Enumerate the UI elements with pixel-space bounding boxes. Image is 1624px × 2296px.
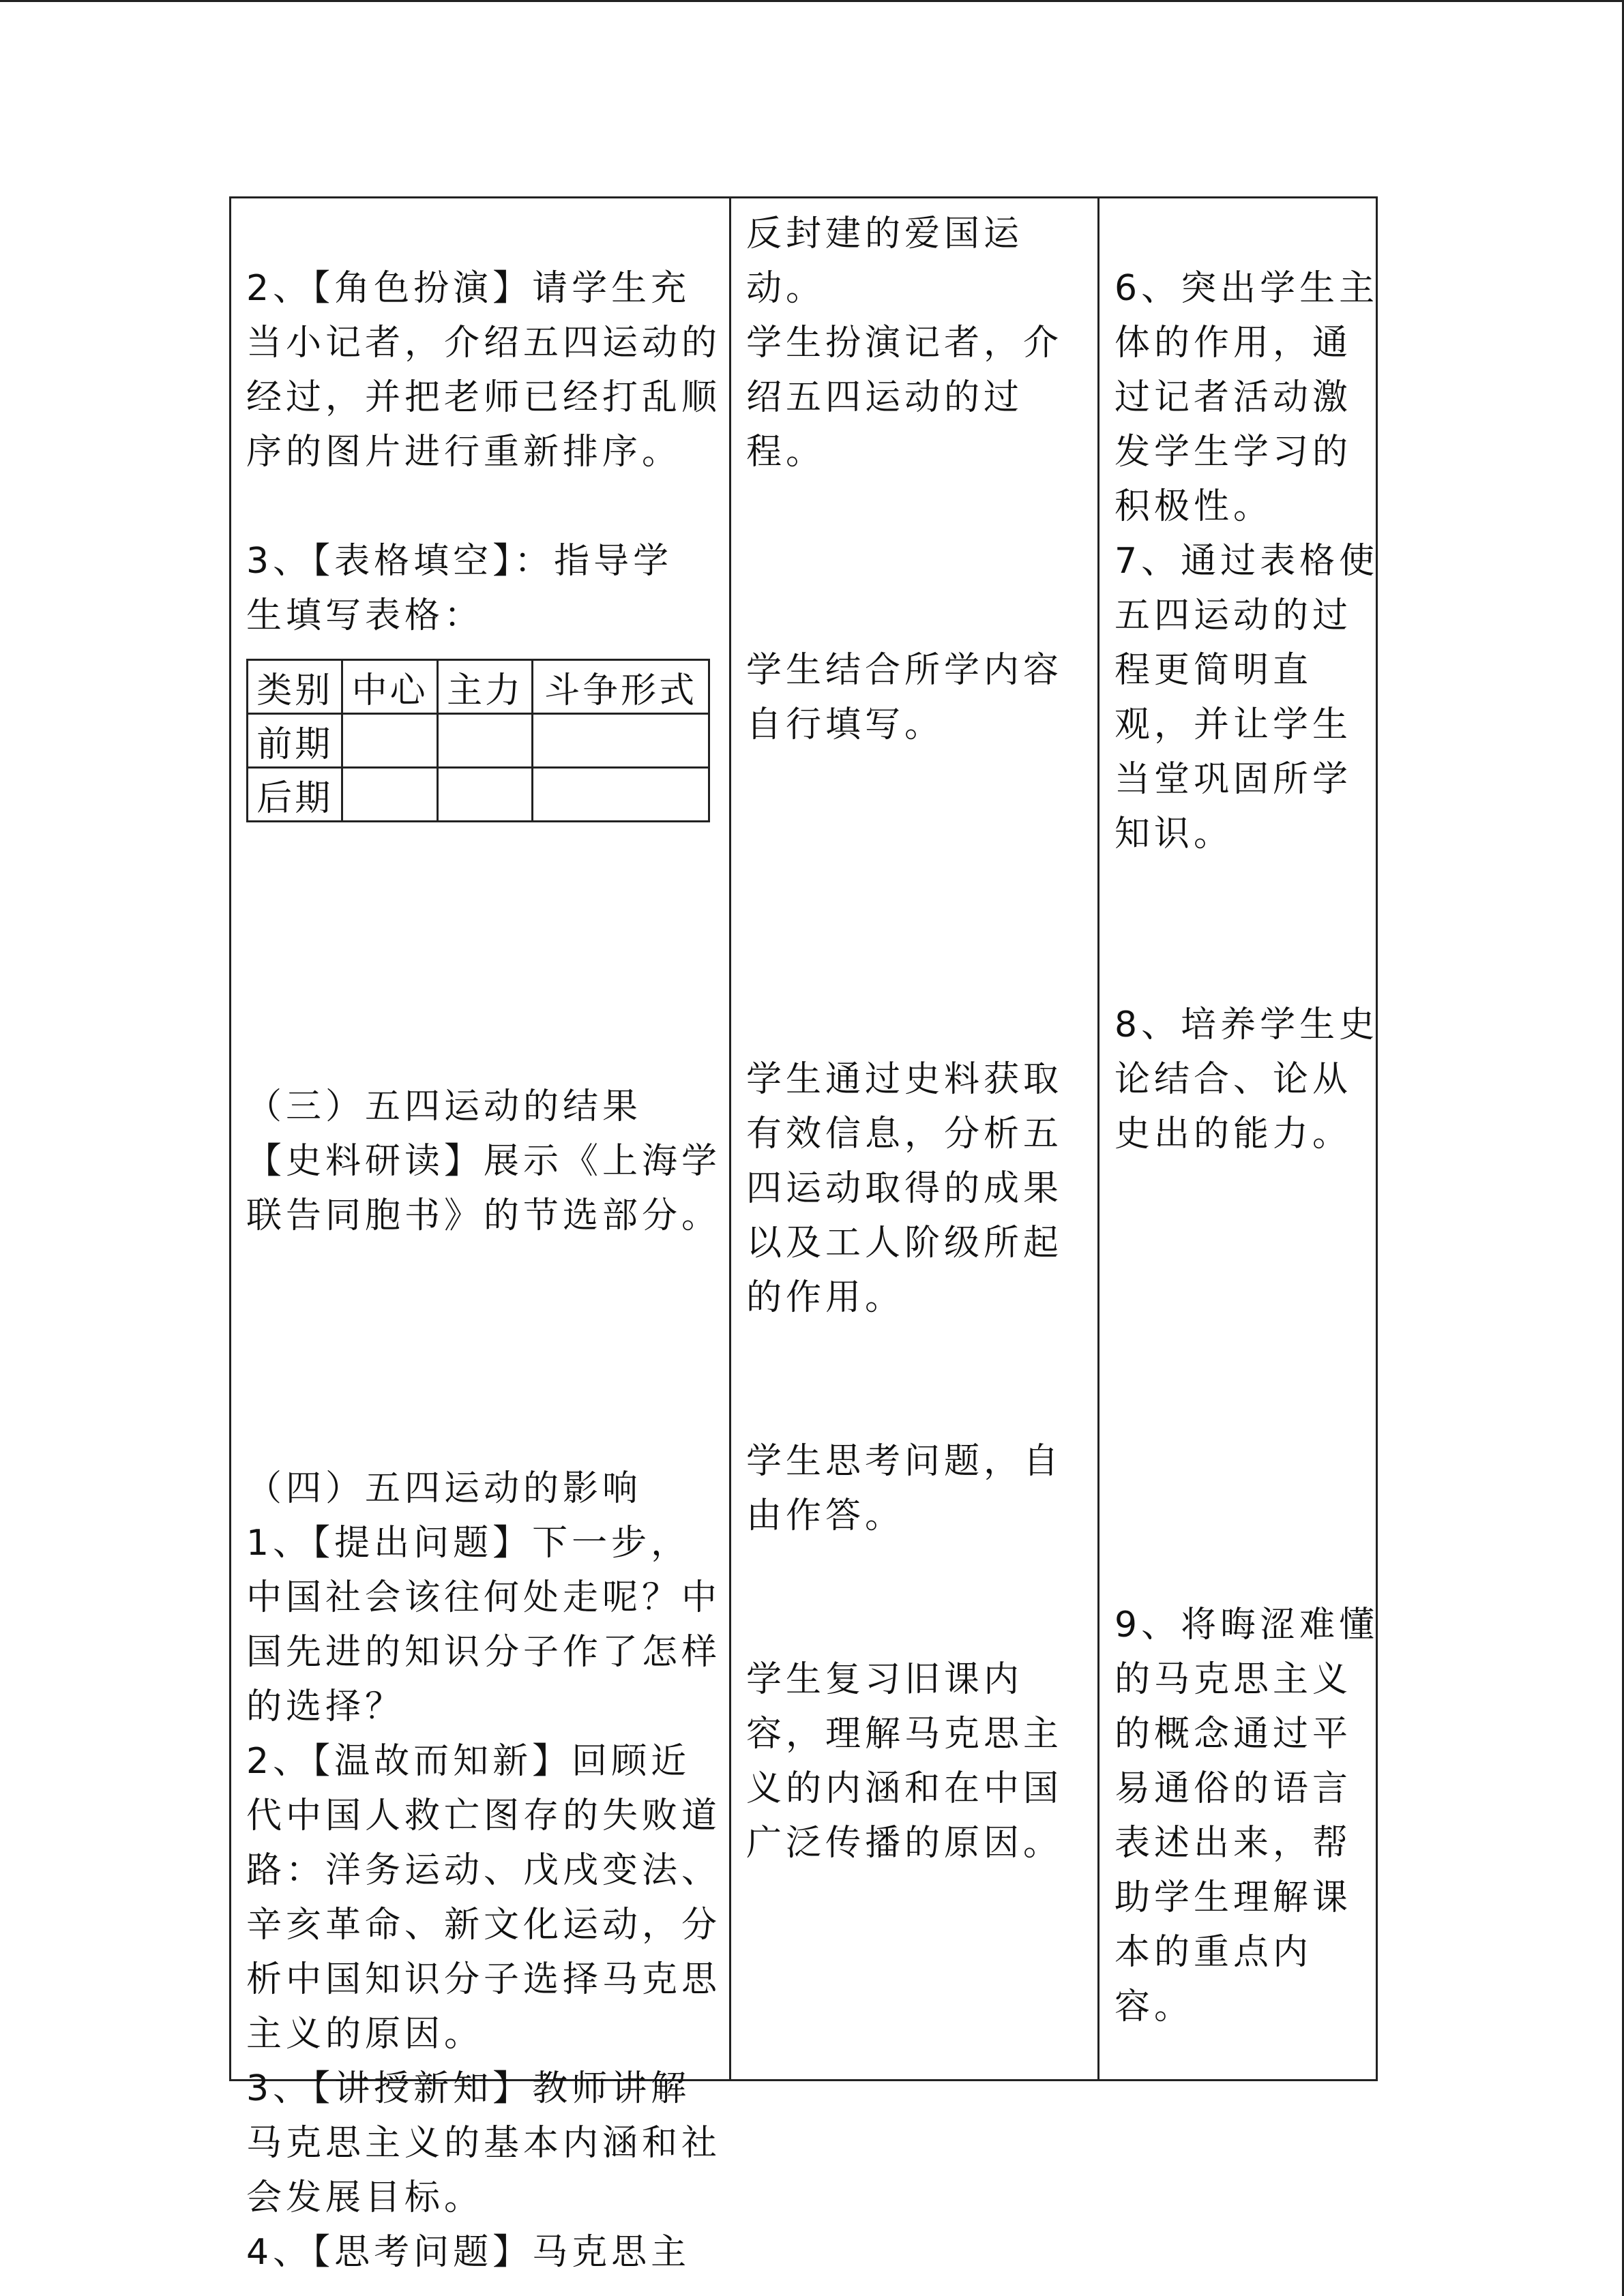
text-line: 容。: [1114, 1986, 1194, 2027]
text-line: 序的图片进行重新排序。: [246, 432, 682, 473]
text-line: 学生结合所学内容: [746, 650, 1063, 691]
teacher-activity-column: [231, 198, 729, 2273]
text-line: 史出的能力。: [1114, 1114, 1353, 1154]
text-line: 有效信息，分析五: [746, 1114, 1063, 1154]
text-line: 以及工人阶级所起: [746, 1223, 1063, 1264]
text-line: 本的重点内: [1114, 1932, 1313, 1973]
text-line: 的选择？: [246, 1686, 405, 1727]
text-line: 发学生学习的: [1114, 432, 1353, 473]
text-line: 积极性。: [1114, 486, 1273, 527]
text-line: 表述出来，帮: [1114, 1823, 1353, 1864]
page-top-border: [0, 0, 1624, 2]
text-line: 国先进的知识分子作了怎样: [246, 1632, 722, 1673]
text-line: 的概念通过平: [1114, 1714, 1353, 1755]
text-line: 马克思主义的基本内涵和社: [246, 2123, 722, 2164]
text-line: 3、【表格填空】：指导学: [246, 541, 673, 582]
text-line: 中国社会该往何处走呢？中: [246, 1577, 722, 1618]
table-header-cell: 类别: [248, 660, 342, 714]
text-line: 7、通过表格使: [1114, 541, 1379, 582]
text-line: 知识。: [1114, 814, 1234, 854]
design-intent-column: [1099, 198, 1379, 2079]
text-line: 五四运动的过: [1114, 595, 1353, 636]
table-header-cell: 主力: [437, 660, 532, 714]
text-line: 学生扮演记者，介: [746, 323, 1063, 363]
table-cell: [533, 768, 709, 822]
text-line: 论结合、论从: [1114, 1059, 1353, 1100]
text-line: 观，并让学生: [1114, 704, 1353, 745]
table-row: [248, 714, 709, 768]
text-line: 9、将晦涩难懂: [1114, 1605, 1379, 1645]
text-line: 义的内涵和在中国: [746, 1768, 1063, 1809]
text-line: 绍五四运动的过: [746, 377, 1024, 418]
text-line: 体的作用，通: [1114, 323, 1353, 363]
text-line: 由作答。: [746, 1495, 905, 1536]
table-row: [248, 768, 709, 822]
text-line: 2、【角色扮演】请学生充: [246, 268, 691, 309]
text-line: 3、【讲授新知】教师讲解: [246, 2068, 691, 2109]
text-line: 【史料研读】展示《上海学: [246, 1141, 722, 1182]
text-line: 容，理解马克思主: [746, 1714, 1063, 1755]
text-line: 的马克思主义: [1114, 1659, 1353, 1700]
table-header-cell: 斗争形式: [533, 660, 709, 714]
table-header-row: [248, 660, 709, 714]
text-line: 1、【提出问题】下一步，: [246, 1523, 691, 1564]
text-line: 程。: [746, 432, 826, 473]
text-line: 助学生理解课: [1114, 1877, 1353, 1918]
text-line: 动。: [746, 268, 826, 309]
table-header-cell: 中心: [342, 660, 437, 714]
text-line: 自行填写。: [746, 704, 945, 745]
text-line: 析中国知识分子选择马克思: [246, 1959, 722, 2000]
lesson-plan-table: [229, 196, 1379, 2273]
table-cell: [437, 714, 532, 768]
text-line: 当堂巩固所学: [1114, 759, 1353, 800]
text-line: 广泛传播的原因。: [746, 1823, 1063, 1864]
text-line: 8、培养学生史: [1114, 1004, 1379, 1045]
text-line: 当小记者，介绍五四运动的: [246, 323, 722, 363]
text-line: 6、突出学生主: [1114, 268, 1379, 309]
text-line: 代中国人救亡图存的失败道: [246, 1795, 722, 1836]
text-line: 学生通过史料获取: [746, 1059, 1063, 1100]
text-line: 联告同胞书》的节选部分。: [246, 1195, 722, 1236]
text-line: 学生思考问题，自: [746, 1441, 1063, 1482]
section-heading: （三）五四运动的结果: [246, 1086, 643, 1127]
text-line: 4、【思考问题】马克思主: [246, 2232, 691, 2273]
text-line: 主义的原因。: [246, 2014, 484, 2055]
table-cell: 后期: [248, 768, 342, 822]
text-line: 学生复习旧课内: [746, 1659, 1024, 1700]
text-line: 路：洋务运动、戊戌变法、: [246, 1850, 722, 1891]
table-cell: [437, 768, 532, 822]
text-line: 2、【温故而知新】回顾近: [246, 1741, 691, 1782]
text-line: 程更简明直: [1114, 650, 1313, 691]
fill-in-table: [246, 659, 710, 822]
table-cell: [342, 714, 437, 768]
text-line: 易通俗的语言: [1114, 1768, 1353, 1809]
text-line: 的作用。: [746, 1277, 905, 1318]
text-line: 辛亥革命、新文化运动，分: [246, 1905, 722, 1945]
text-line: 经过，并把老师已经打乱顺: [246, 377, 722, 418]
text-line: 会发展目标。: [246, 2177, 484, 2218]
text-line: 四运动取得的成果: [746, 1168, 1063, 1209]
section-heading: （四）五四运动的影响: [246, 1468, 643, 1509]
text-line: 过记者活动激: [1114, 377, 1353, 418]
table-cell: [533, 714, 709, 768]
table-cell: [342, 768, 437, 822]
text-line: 生填写表格：: [246, 595, 484, 636]
student-activity-column: [731, 198, 1097, 2079]
table-cell: 前期: [248, 714, 342, 768]
text-line: 反封建的爱国运: [746, 213, 1024, 254]
